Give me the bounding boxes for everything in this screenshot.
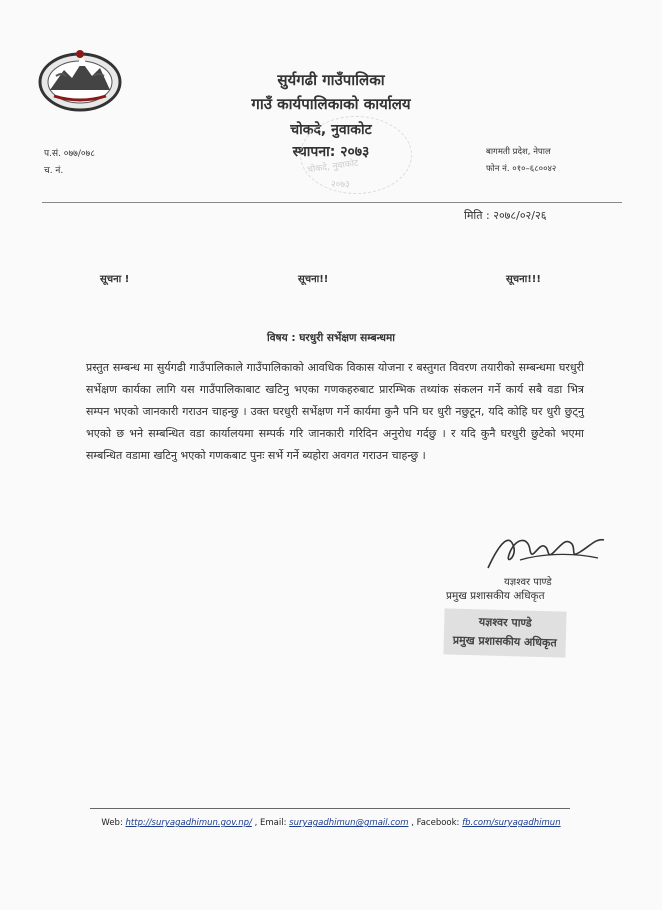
email-label: , Email: [254, 818, 287, 828]
stamp-text-1: चोकदे, नुवाकोट [306, 158, 360, 176]
letter-subject: विषय : घरधुरी सर्भेक्षण सम्बन्धमा [267, 332, 395, 344]
stamp-text-2: २०७३ [331, 180, 350, 190]
website-link[interactable]: http://suryagadhimun.gov.np/ [125, 818, 252, 828]
contact-block [486, 144, 556, 178]
handwritten-signature [480, 522, 610, 578]
header-divider [42, 202, 622, 203]
phone-number: फोन नं. ०१०–६८००४२ [486, 164, 557, 174]
notice-label-3: सूचना!!! [506, 274, 541, 285]
email-link[interactable]: suryagadhimun@gmail.com [289, 818, 409, 828]
notice-label-1: सूचना ! [100, 274, 130, 285]
dispatch-number: च. नं. [44, 166, 64, 176]
name-seal [443, 608, 566, 657]
office-address: चोकदे, नुवाकोट [290, 122, 372, 138]
faint-office-stamp [300, 116, 412, 194]
facebook-link[interactable]: fb.com/suryagadhimun [462, 818, 561, 828]
established-year: स्थापना: २०७३ [292, 144, 370, 160]
org-name: सुर्यगढी गाउँपालिका [277, 71, 385, 89]
province: बागमती प्रदेश, नेपाल [486, 147, 551, 157]
office-name: गाउँ कार्यपालिकाको कार्यालय [251, 95, 411, 113]
notice-label-2: सूचना!! [298, 274, 329, 285]
web-label: Web: [101, 818, 123, 828]
letter-body: प्रस्तुत सम्बन्ध मा सुर्यगढी गाउँपालिकाले गाउँपालिकाको आवधिक विकास योजना र बस्तुगत विवरण तयारीको सम्बन्धमा घरधुरी सर्भेक्षण कार्यका लागि यस गाउँपालिकाबाट खटिनु भएका गणकहरुबाट प्रारम्भिक तथ्यांक संकलन गर्ने कार्य सबै वडा भित्र सम्पन भएको जानकारी गराउन चाहन्छु । उक्त घरधुरी सर्भेक्षण गर्ने कार्यमा कुनै पनि घर धुरी नछुटून, यदि कोहि घर धुरी छुट्नु भएको छ भने सम्बन्धित वडा कार्यालयमा सम्पर्क गरि जानकारी गरिदिन अनुरोध गर्दछु । र यदि कुनै घरधुरी छुटेको भएमा सम्बन्धित वडामा खटिनु भएको गणकबाट पुनः सर्भे गर्ने ब्यहोरा अवगत गराउन चाहन्छु । [86, 361, 584, 462]
seal-name: यज्ञश्वर पाण्डे [478, 615, 532, 630]
letter-date: मिति : २०७८/०२/२६ [464, 209, 547, 222]
reference-block [44, 146, 95, 180]
seal-title: प्रमुख प्रशासकीय अधिकृत [452, 633, 557, 650]
footer-divider [90, 808, 570, 809]
signatory-title: प्रमुख प्रशासकीय अधिकृत [446, 590, 545, 602]
signatory-name: यज्ञश्वर पाण्डे [504, 577, 552, 588]
letter-number: प.सं. ०७७/०७८ [44, 149, 95, 159]
footer [0, 818, 662, 828]
facebook-label: , Facebook: [411, 818, 460, 828]
